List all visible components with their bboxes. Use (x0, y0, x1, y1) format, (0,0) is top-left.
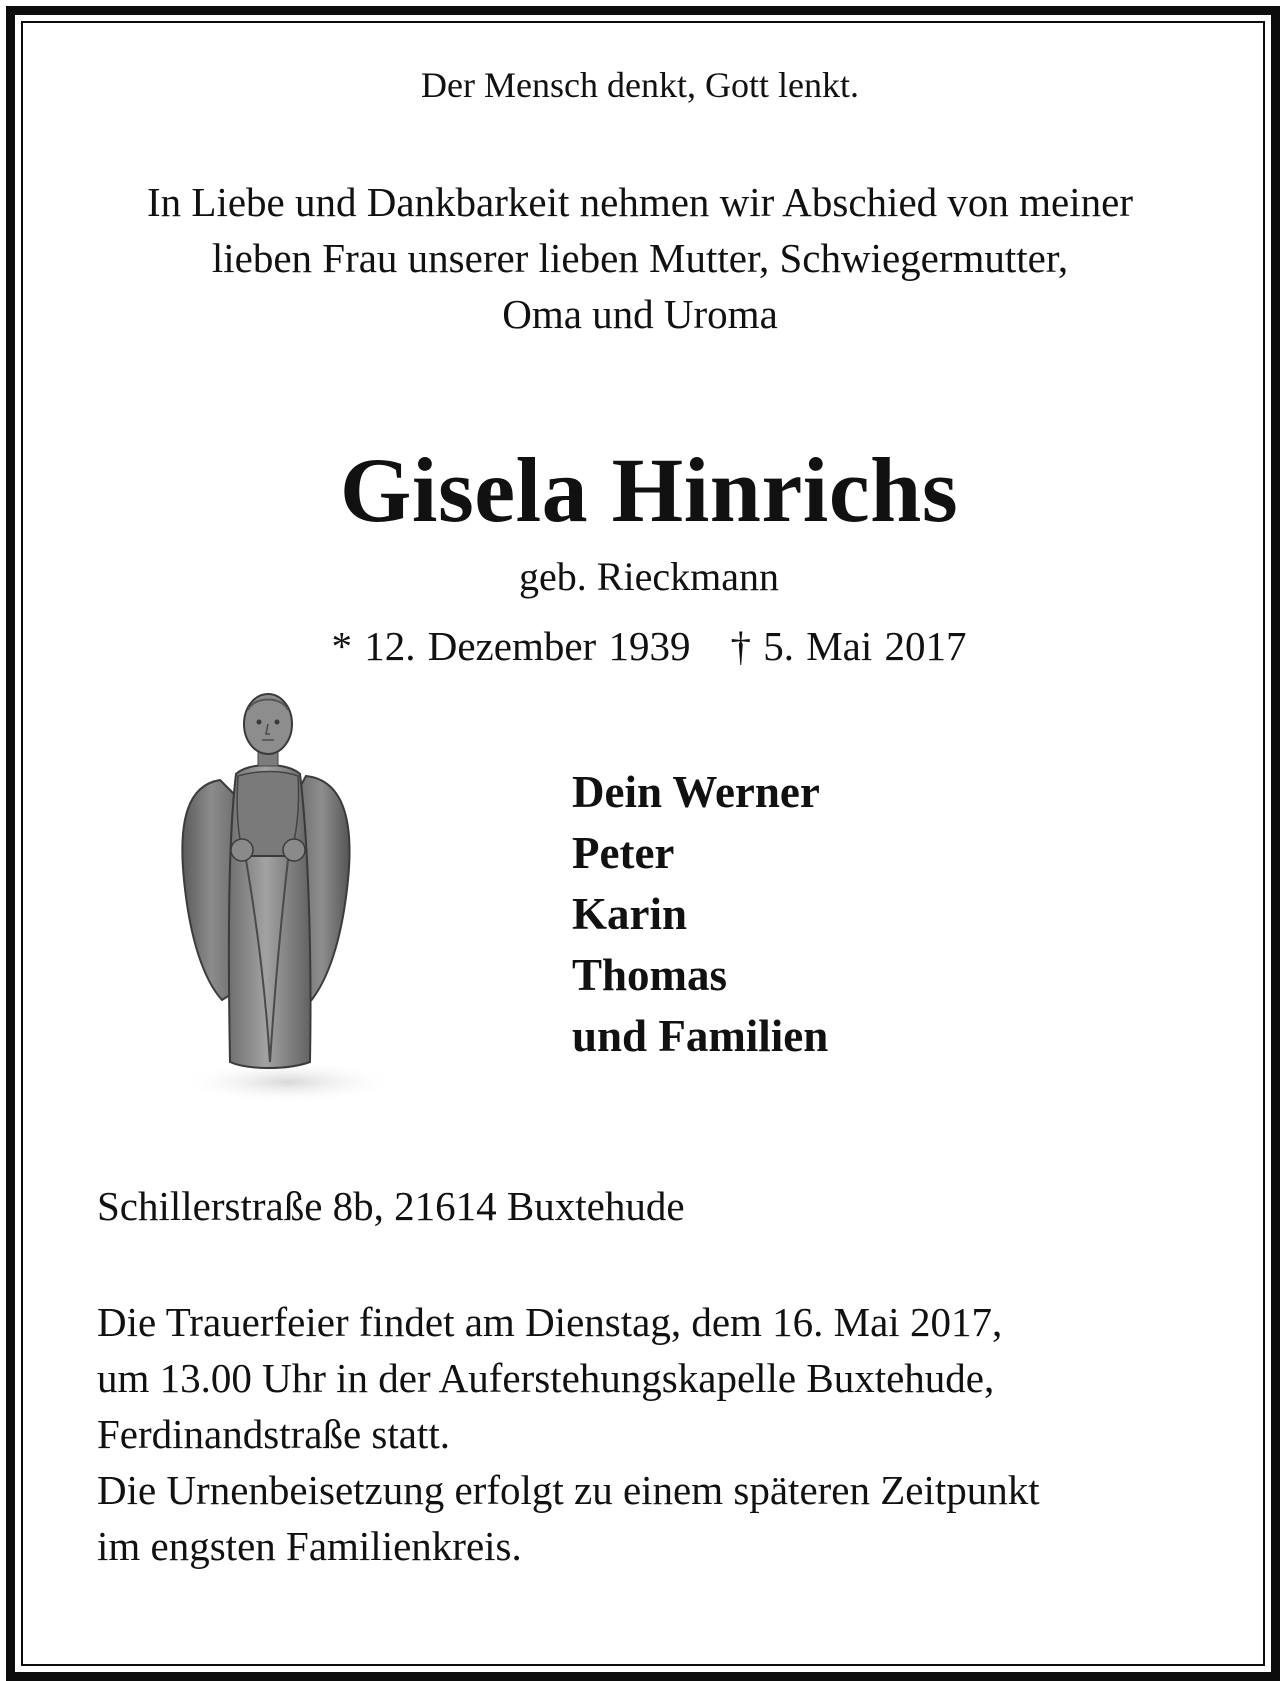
service-details (97, 1294, 1040, 1574)
service-line: Die Trauerfeier findet am Dienstag, dem 16. Mai 2017, (97, 1299, 1003, 1345)
service-line: um 13.00 Uhr in der Auferstehungskapelle Buxtehude, (97, 1355, 995, 1401)
birth-date: * 12. Dezember 1939 (331, 623, 691, 669)
intro-line: In Liebe und Dankbarkeit nehmen wir Abschied von meiner (147, 179, 1133, 225)
angel-figure-image (178, 690, 388, 1120)
service-line: Die Urnenbeisetzung erfolgt zu einem späteren Zeitpunkt (97, 1467, 1040, 1513)
mourner-name: Thomas (572, 950, 728, 1000)
mourner-name: Karin (572, 889, 688, 939)
mourners-list (572, 762, 828, 1067)
mourner-name: Dein Werner (572, 767, 820, 817)
intro-text (0, 174, 1280, 342)
motto: Der Mensch denkt, Gott lenkt. (421, 65, 859, 105)
service-line: im engsten Familienkreis. (97, 1523, 522, 1569)
death-date: † 5. Mai 2017 (730, 623, 967, 669)
life-dates (18, 622, 1280, 670)
address: Schillerstraße 8b, 21614 Buxtehude (97, 1183, 685, 1229)
intro-line: lieben Frau unserer lieben Mutter, Schwiegermutter, (211, 235, 1069, 281)
service-line: Ferdinandstraße statt. (97, 1411, 450, 1457)
mourner-name: Peter (572, 828, 675, 878)
intro-line: Oma und Uroma (502, 291, 778, 337)
deceased-name: Gisela Hinrichs (339, 439, 959, 541)
maiden-name: geb. Rieckmann (519, 554, 779, 599)
mourner-name: und Familien (572, 1011, 829, 1061)
